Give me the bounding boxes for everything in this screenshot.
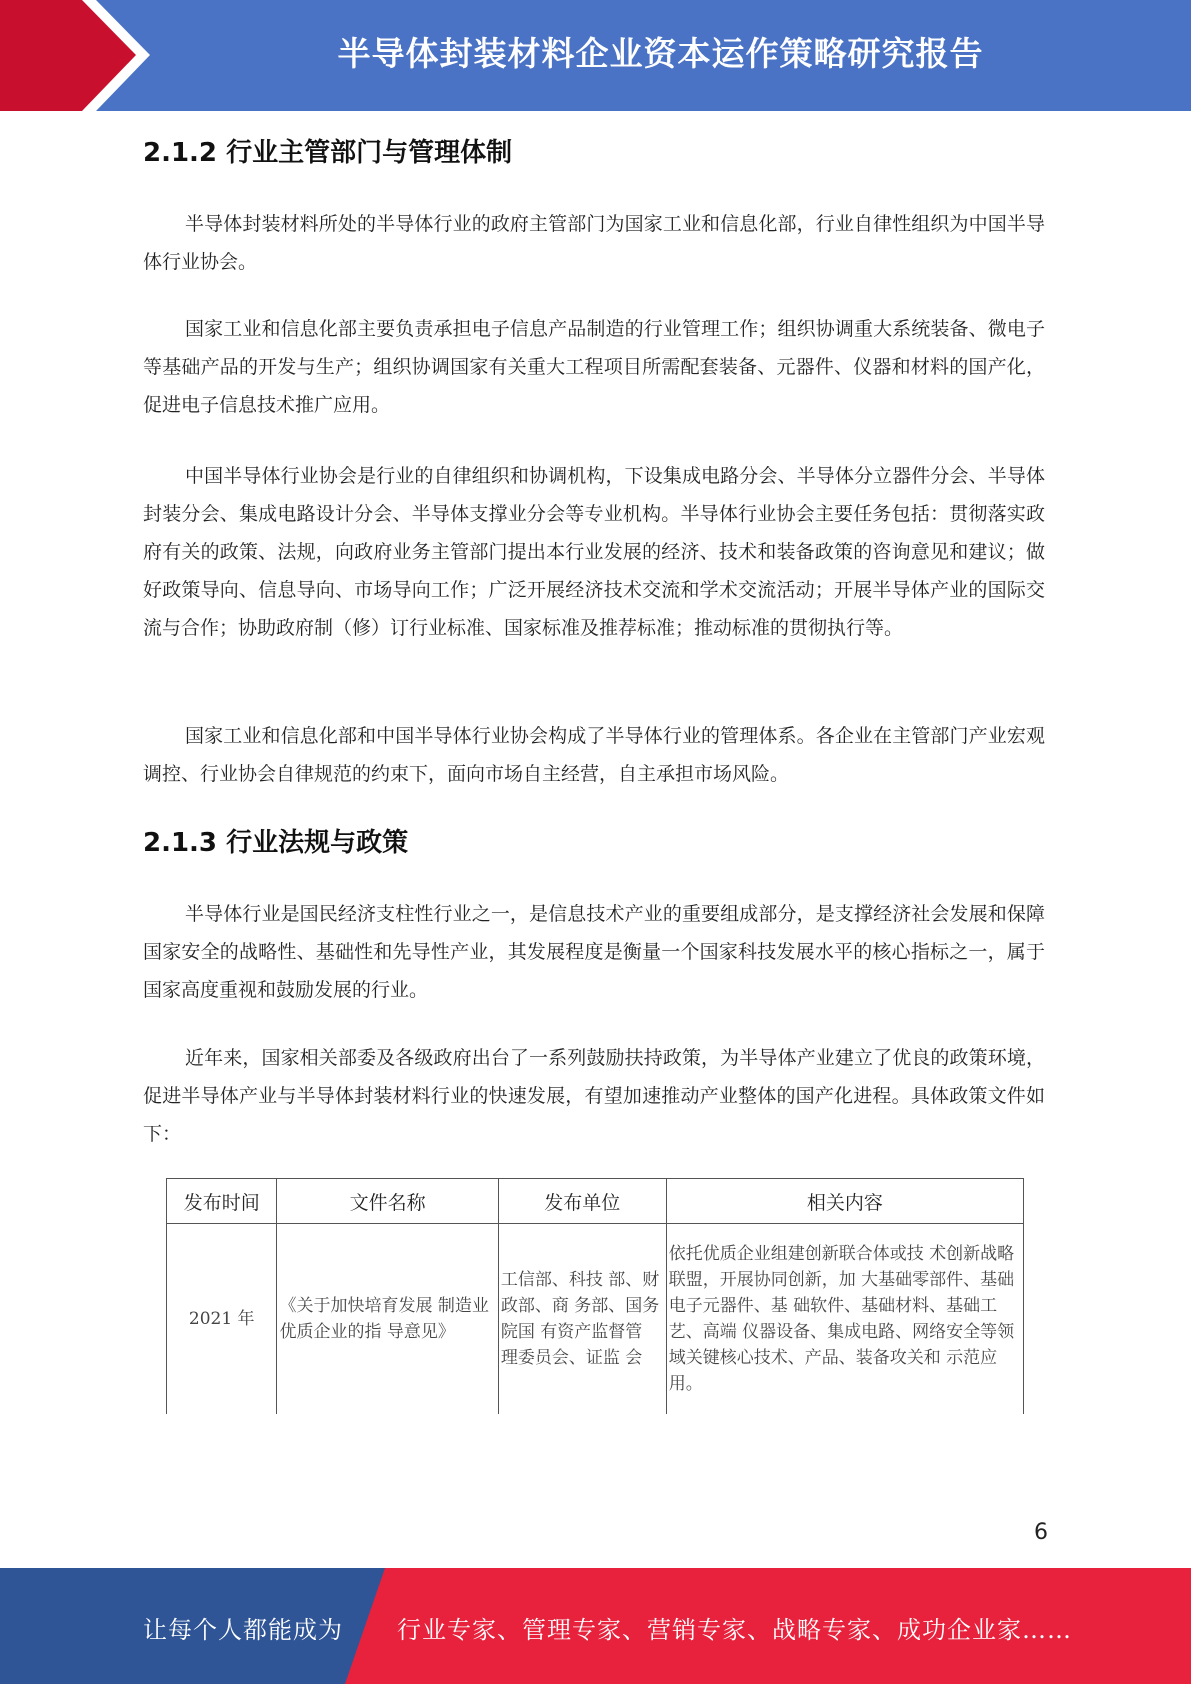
column-header-content: 相关内容: [666, 1179, 1023, 1224]
table-header-row: [167, 1179, 1024, 1224]
cell-content: 依托优质企业组建创新联合体或技 术创新战略联盟，开展协同创新，加 大基础零部件、基础电子元器件、基 础软件、基础材料、基础工艺、高端 仪器设备、集成电路、网络安全等领 域关键核心技术、产品、装备攻关和 示范应用。: [666, 1224, 1023, 1415]
paragraph: 近年来，国家相关部委及各级政府出台了一系列鼓励扶持政策，为半导体产业建立了优良的政策环境，促进半导体产业与半导体封装材料行业的快速发展，有望加速推动产业整体的国产化进程。具体政策文件如下：: [143, 1047, 1045, 1145]
paragraph: 半导体封装材料所处的半导体行业的政府主管部门为国家工业和信息化部，行业自律性组织为中国半导体行业协会。: [143, 213, 1045, 273]
column-header-issuer: 发布单位: [498, 1179, 666, 1224]
footer-slogan-left: 让每个人都能成为: [143, 1616, 343, 1644]
paragraph: 国家工业和信息化部和中国半导体行业协会构成了半导体行业的管理体系。各企业在主管部门产业宏观调控、行业协会自律规范的约束下，面向市场自主经营，自主承担市场风险。: [143, 725, 1045, 785]
cell-name: 《关于加快培育发展 制造业优质企业的指 导意见》: [277, 1224, 498, 1415]
paragraph: 中国半导体行业协会是行业的自律组织和协调机构，下设集成电路分会、半导体分立器件分会、半导体封装分会、集成电路设计分会、半导体支撑业分会等专业机构。半导体行业协会主要任务包括：贯彻落实政府有关的政策、法规，向政府业务主管部门提出本行业发展的经济、技术和装备政策的咨询意见和建议；做好政策导向、信息导向、市场导向工作；广泛开展经济技术交流和学术交流活动；开展半导体产业的国际交流与合作；协助政府制（修）订行业标准、国家标准及推荐标准；推动标准的贯彻执行等。: [143, 465, 1045, 639]
page-footer: [0, 1568, 1191, 1684]
paragraph: 国家工业和信息化部主要负责承担电子信息产品制造的行业管理工作；组织协调重大系统装备、微电子等基础产品的开发与生产；组织协调国家有关重大工程项目所需配套装备、元器件、仪器和材料的国产化，促进电子信息技术推广应用。: [143, 318, 1045, 416]
policy-table: [166, 1178, 1024, 1414]
section-heading-2-1-3: 2.1.3 行业法规与政策: [143, 828, 409, 858]
page-header: [0, 0, 1191, 111]
report-title: 半导体封装材料企业资本运作策略研究报告: [337, 34, 984, 73]
table-row: [167, 1224, 1024, 1415]
paragraph: 半导体行业是国民经济支柱性行业之一，是信息技术产业的重要组成部分，是支撑经济社会发展和保障国家安全的战略性、基础性和先导性产业，其发展程度是衡量一个国家科技发展水平的核心指标之一，属于国家高度重视和鼓励发展的行业。: [143, 903, 1045, 1001]
section-heading-2-1-2: 2.1.2 行业主管部门与管理体制: [143, 138, 513, 168]
column-header-name: 文件名称: [277, 1179, 498, 1224]
footer-slogan-right: 行业专家、管理专家、营销专家、战略专家、成功企业家……: [397, 1616, 1072, 1644]
page-number: 6: [1034, 1520, 1048, 1545]
column-header-time: 发布时间: [167, 1179, 277, 1224]
cell-issuer: 工信部、科技 部、财政部、商 务部、国务院国 有资产监督管 理委员会、证监 会: [498, 1224, 666, 1415]
cell-time: 2021 年: [167, 1224, 277, 1415]
